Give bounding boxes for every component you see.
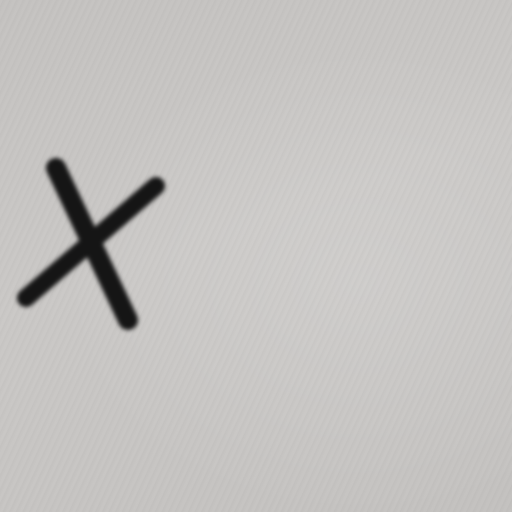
handwritten-letter-x <box>8 150 178 340</box>
x-stroke-up <box>26 186 156 298</box>
